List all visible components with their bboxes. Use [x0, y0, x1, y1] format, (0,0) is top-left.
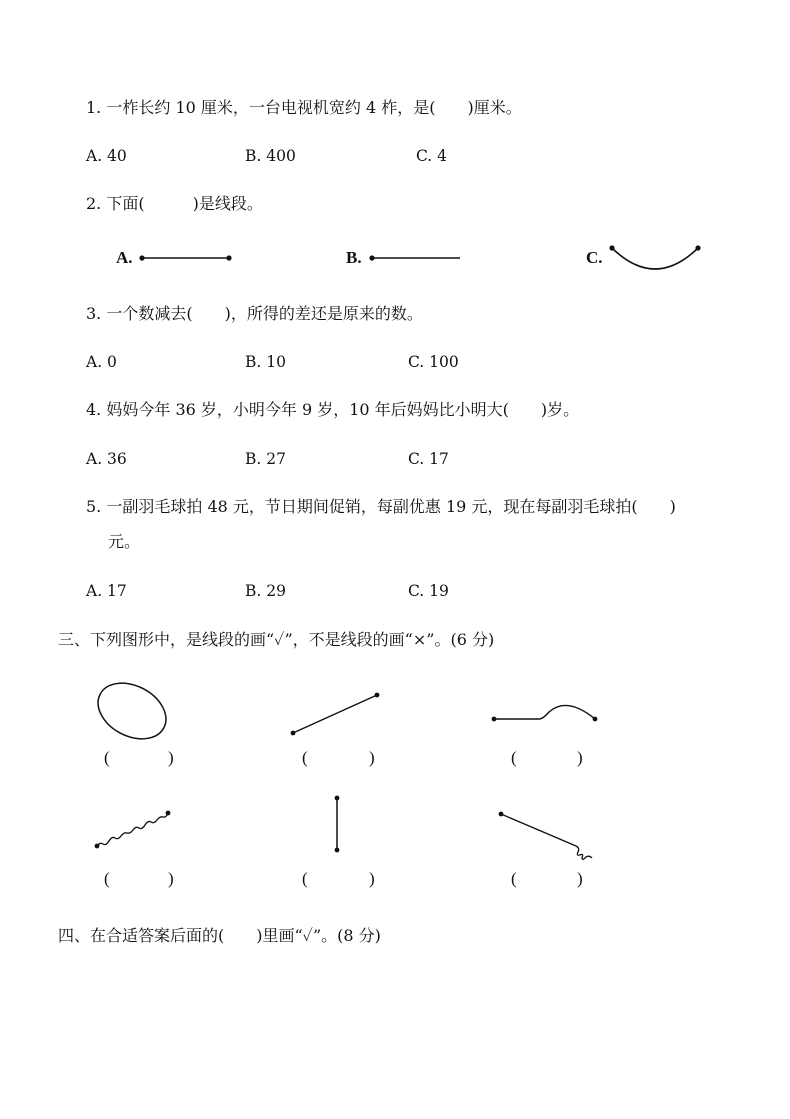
question-2-figure-c-arc [607, 242, 703, 272]
section-3-answer-1-open: ( [104, 748, 110, 767]
question-4-option-a: A. 36 [86, 450, 127, 468]
question-1-option-a: A. 40 [86, 147, 127, 165]
question-5-stem-continued: 元。 [108, 532, 141, 551]
section-3-answer-6-close: ) [577, 869, 583, 888]
section-3-answer-5-close: ) [369, 869, 375, 888]
section-3-answer-2-open: ( [302, 748, 308, 767]
section-3-figure-line-segment [288, 690, 384, 738]
section-3-heading: 三、下列图形中，是线段的画“✓”，不是线段的画“×”。(6 分) [58, 630, 495, 649]
question-2-figure-a-segment [138, 250, 234, 266]
question-3-option-c: C. 100 [408, 353, 459, 371]
question-2-figure-b-ray [368, 250, 464, 266]
section-3-answer-6-open: ( [511, 869, 517, 888]
section-3-figure-line-with-squiggle-end [496, 808, 598, 862]
section-3-figure-vertical-segment [330, 794, 344, 856]
question-3-stem: 3. 一个数减去( )，所得的差还是原来的数。 [86, 304, 423, 323]
section-3-answer-1-close: ) [168, 748, 174, 767]
section-3-figure-line-then-arc [489, 700, 601, 728]
question-5-stem: 5. 一副羽毛球拍 48 元，节日期间促销，每副优惠 19 元，现在每副羽毛球拍( ) [86, 497, 676, 516]
section-3-answer-3-close: ) [577, 748, 583, 767]
question-5-option-c: C. 19 [408, 582, 449, 600]
section-3-answer-4-close: ) [168, 869, 174, 888]
question-3-option-b: B. 10 [245, 353, 286, 371]
question-2-stem: 2. 下面( )是线段。 [86, 194, 263, 213]
section-3-answer-4-open: ( [104, 869, 110, 888]
section-3-answer-2-close: ) [369, 748, 375, 767]
question-2-option-c-label: C. [586, 248, 603, 267]
question-3-option-a: A. 0 [86, 353, 117, 371]
question-1-stem: 1. 一柞长约 10 厘米，一台电视机宽约 4 柞，是( )厘米。 [86, 98, 522, 117]
section-3-answer-5-open: ( [302, 869, 308, 888]
section-3-figure-wavy-line [92, 808, 174, 852]
question-5-option-a: A. 17 [86, 582, 127, 600]
question-1-option-b: B. 400 [245, 147, 296, 165]
question-1-option-c: C. 4 [416, 147, 448, 165]
section-4-heading: 四、在合适答案后面的( )里画“✓”。(8 分) [58, 926, 381, 945]
question-2-option-a-label: A. [116, 248, 133, 267]
section-3-answer-3-open: ( [511, 748, 517, 767]
question-4-option-b: B. 27 [245, 450, 286, 468]
question-5-option-b: B. 29 [245, 582, 286, 600]
question-4-stem: 4. 妈妈今年 36 岁，小明今年 9 岁，10 年后妈妈比小明大( )岁。 [86, 400, 580, 419]
section-3-figure-ellipse [95, 680, 173, 744]
question-2-option-b-label: B. [346, 248, 362, 267]
question-4-option-c: C. 17 [408, 450, 449, 468]
